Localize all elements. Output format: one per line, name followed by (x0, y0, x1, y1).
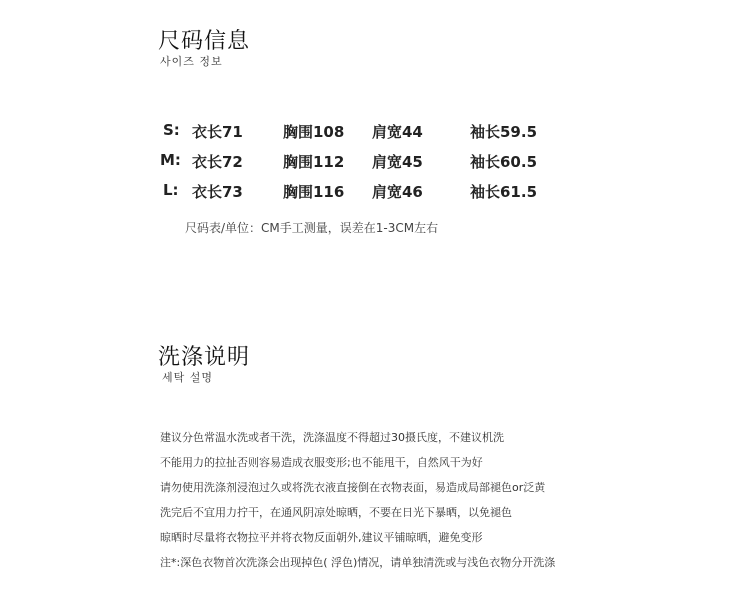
size-label: L: (163, 181, 179, 199)
size-row (0, 151, 750, 173)
sleeve-value: 袖长59.5 (470, 123, 538, 141)
wash-info-subtitle: 세탁 설명 (162, 371, 214, 384)
length-value: 衣长72 (192, 153, 243, 171)
shoulder-value: 肩宽45 (372, 153, 423, 171)
size-row (0, 121, 750, 143)
size-label: M: (160, 151, 181, 169)
wash-instruction-line: 不能用力的拉扯否则容易造成衣服变形;也不能甩干，自然风干为好 (160, 456, 483, 469)
wash-info-title: 洗涤说明 (158, 345, 251, 370)
sleeve-value: 袖长60.5 (470, 153, 538, 171)
wash-instruction-line: 建议分色常温水洗或者干洗，洗涤温度不得超过30摄氏度，不建议机洗 (160, 431, 504, 444)
sleeve-value: 袖长61.5 (470, 183, 538, 201)
size-info-subtitle: 사이즈 정보 (160, 55, 223, 68)
size-info-title: 尺码信息 (158, 29, 251, 54)
shoulder-value: 肩宽44 (372, 123, 423, 141)
wash-instruction-line: 注*:深色衣物首次洗涤会出现掉色( 浮色)情况，请单独清洗或与浅色衣物分开洗涤 (160, 556, 556, 569)
wash-instruction-line: 洗完后不宜用力拧干，在通风阴凉处晾晒，不要在日光下暴晒，以免褪色 (160, 506, 512, 519)
chest-value: 胸围108 (283, 123, 345, 141)
chest-value: 胸围112 (283, 153, 345, 171)
size-label: S: (163, 121, 180, 139)
wash-instruction-line: 请勿使用洗涤剂浸泡过久或将洗衣液直接倒在衣物表面，易造成局部褪色or泛黄 (160, 481, 546, 494)
shoulder-value: 肩宽46 (372, 183, 423, 201)
size-row (0, 181, 750, 203)
wash-instruction-line: 晾晒时尽量将衣物拉平并将衣物反面朝外,建议平铺晾晒，避免变形 (160, 531, 483, 544)
size-note: 尺码表/单位：CM手工测量，误差在1-3CM左右 (185, 221, 439, 235)
length-value: 衣长71 (192, 123, 243, 141)
chest-value: 胸围116 (283, 183, 345, 201)
length-value: 衣长73 (192, 183, 243, 201)
